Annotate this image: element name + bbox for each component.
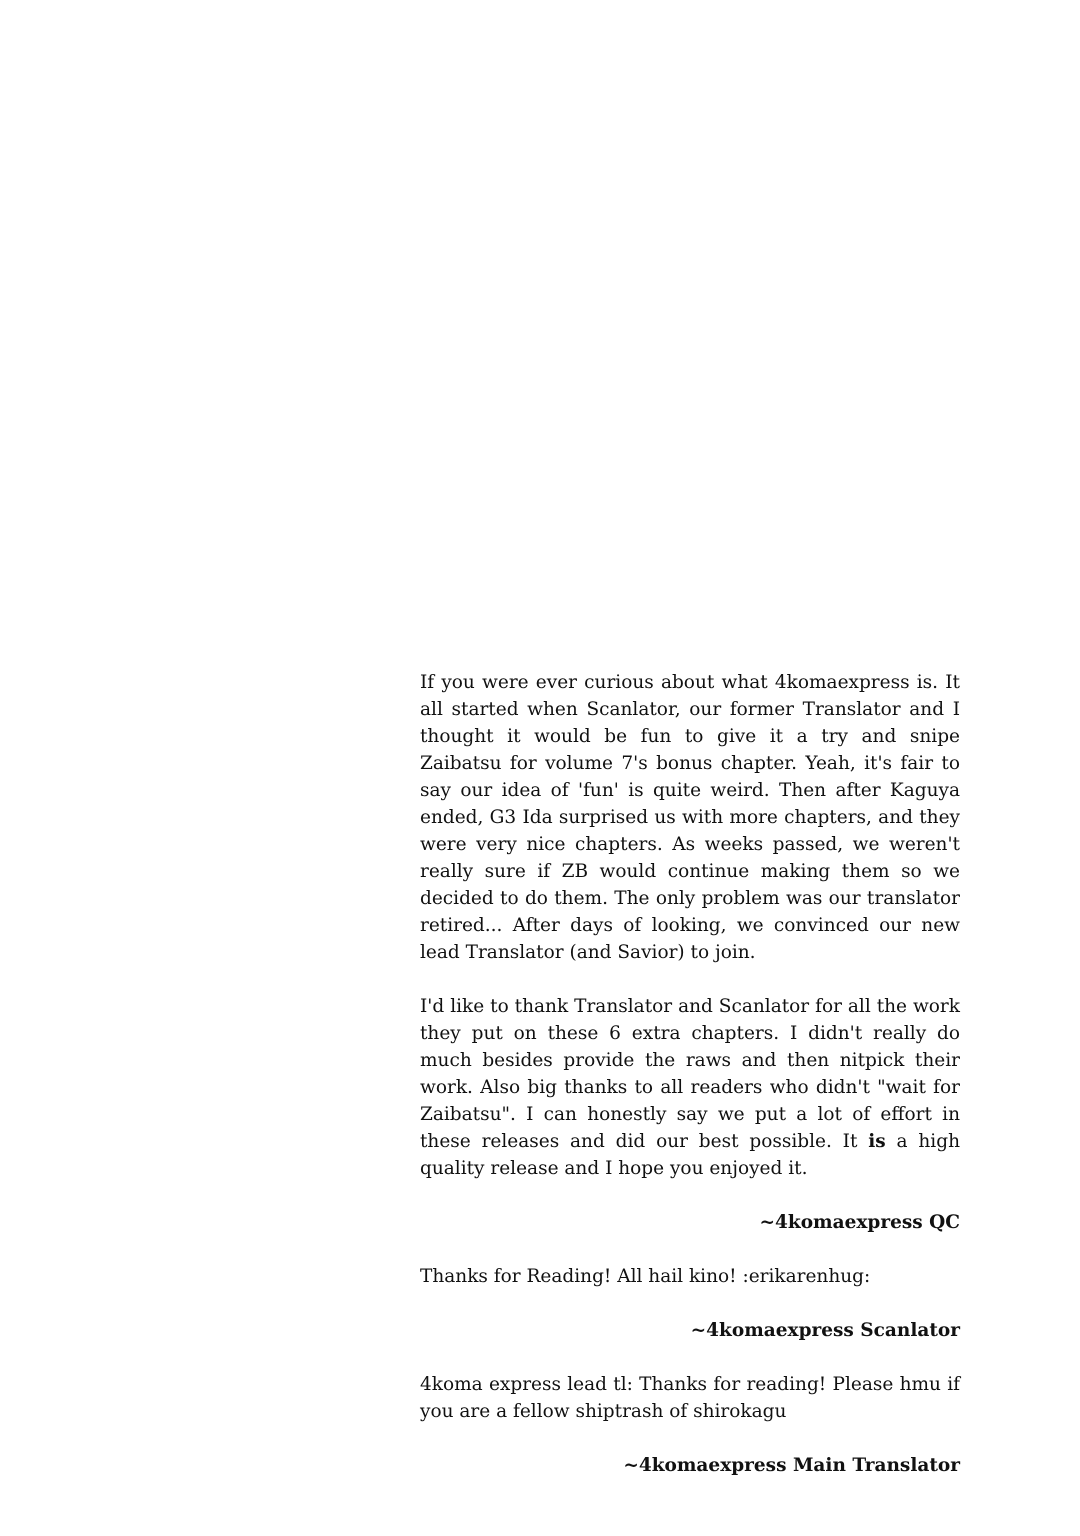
scanlator-signature: ~4komaexpress Scanlator (690, 1320, 960, 1341)
history-paragraph: If you were ever curious about what 4komaexpress is. It all started when Scanlator, our former Translator and I thought it would be fun to give it a try and snipe Zaibatsu for volume 7's bonus chapter. Yeah, it's fair to say our idea of 'fun' is quite weird. Then after Kaguya ended, G3 Ida surprised us with more chapters, and they were very nice chapters. As weeks passed, we weren't really sure if ZB would continue making them so we decided to do them. The only problem was our translator retired... After days of looking, we convinced our new lead Translator (and Savior) to join. (420, 672, 960, 963)
thanks-paragraph-emphasis: is (868, 1131, 886, 1152)
qc-signature: ~4komaexpress QC (759, 1212, 960, 1233)
translator-signature: ~4komaexpress Main Translator (623, 1455, 960, 1476)
credits-text-column (420, 669, 960, 1479)
translator-message: 4koma express lead tl: Thanks for reading! Please hmu if you are a fellow shiptrash of shirokagu (420, 1374, 960, 1422)
thanks-paragraph-end: a high quality release and I hope you enjoyed it. (420, 1131, 960, 1179)
thanks-paragraph-start: I'd like to thank Translator and Scanlator for all the work they put on these 6 extra chapters. I didn't really do much besides provide the raws and then nitpick their work. Also big thanks to all readers who didn't "wait for Zaibatsu". I can honestly say we put a lot of effort in these releases and did our best possible. It (420, 996, 960, 1152)
scanlator-message: Thanks for Reading! All hail kino! :erikarenhug: (420, 1266, 871, 1287)
thanks-paragraph (420, 993, 960, 1182)
